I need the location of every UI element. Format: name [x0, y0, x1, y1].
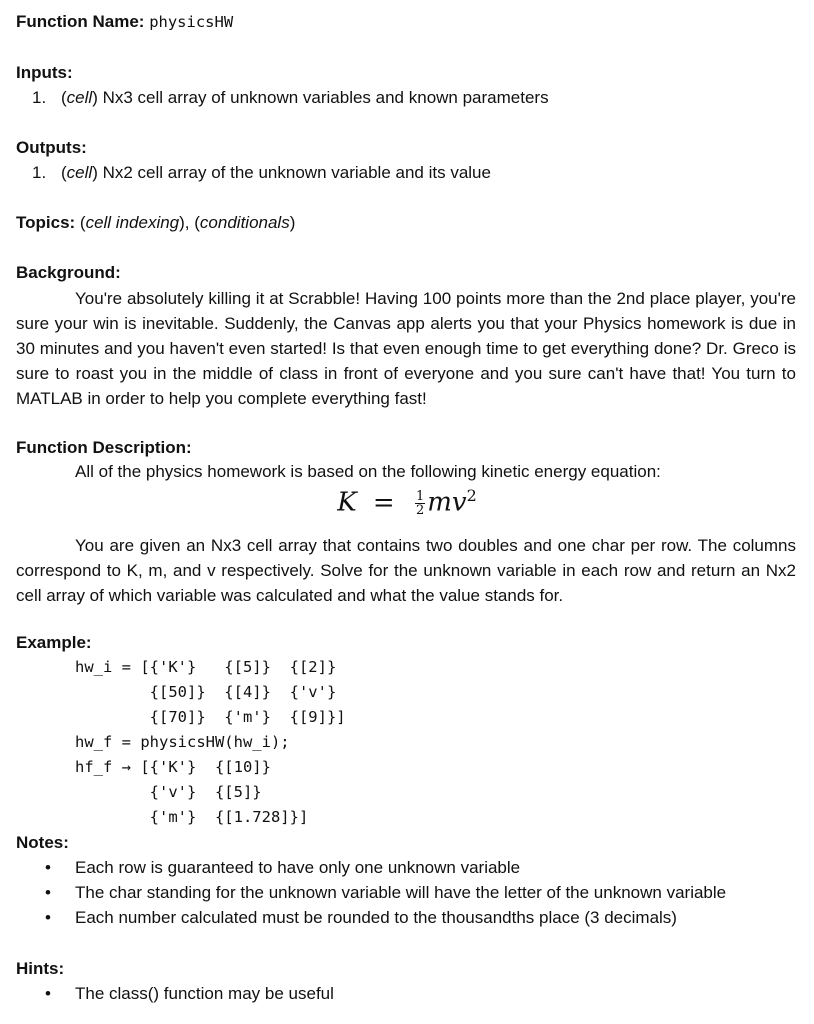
example-code-line: hf_f → [{'K'} {[10]} — [75, 758, 271, 776]
example-code-line: {'m'} {[1.728]}] — [75, 808, 309, 826]
outputs-heading: Outputs: — [16, 138, 87, 157]
inputs-item-number: 1. — [32, 88, 47, 107]
kinetic-energy-equation — [0, 486, 814, 518]
background-paragraph — [16, 286, 796, 411]
equation-equals: = — [372, 487, 395, 518]
function-name-value: physicsHW — [149, 13, 234, 31]
example-code-line: hw_f = physicsHW(hw_i); — [75, 733, 290, 751]
function-name-label: Function Name: — [16, 12, 145, 31]
outputs-item-number: 1. — [32, 163, 47, 182]
background-text: You're absolutely killing it at Scrabble! Having 100 points more than the 2nd place player, you're sure your win is inevitable. Suddenly, the Canvas app alerts you that your Physics homework is due in 30 minutes and you haven't even started! Is that even enough time to get everything done? Dr. Greco is sure to roast you in the middle of class in front of everyone and you sure can't have that! You turn to MATLAB in order to help you complete everything fast! — [16, 289, 796, 408]
bullet-icon: • — [45, 858, 51, 877]
notes-item: Each number calculated must be rounded to the thousandths place (3 decimals) — [75, 908, 677, 927]
hints-heading: Hints: — [16, 959, 65, 978]
example-code-line: {'v'} {[5]} — [75, 783, 262, 801]
inputs-item-text: Nx3 cell array of unknown variables and known parameters — [102, 88, 549, 107]
function-description-paragraph — [16, 533, 796, 608]
notes-item: Each row is guaranteed to have only one unknown variable — [75, 858, 521, 877]
inputs-item: (cell) Nx3 cell array of unknown variables and known parameters — [61, 88, 549, 107]
hints-item: The class() function may be useful — [75, 984, 334, 1003]
bullet-icon: • — [45, 984, 51, 1003]
outputs-item-text: Nx2 cell array of the unknown variable and its value — [102, 163, 491, 182]
equation-fraction-denominator: 2 — [415, 503, 425, 519]
inputs-heading: Inputs: — [16, 63, 73, 82]
outputs-item: (cell) Nx2 cell array of the unknown variable and its value — [61, 163, 491, 182]
topic-item: cell indexing — [85, 213, 180, 232]
function-description-intro: All of the physics homework is based on the following kinetic energy equation: — [75, 462, 661, 481]
equation-fraction-numerator: 1 — [415, 489, 425, 505]
equation-exponent: 2 — [466, 486, 477, 505]
inputs-item-type: cell — [66, 88, 93, 107]
topic-item: conditionals — [199, 213, 290, 232]
example-code-line: hw_i = [{'K'} {[5]} {[2]} — [75, 658, 337, 676]
background-heading: Background: — [16, 263, 121, 282]
function-name-line — [16, 12, 798, 32]
example-heading: Example: — [16, 633, 92, 652]
example-code-line: {[50]} {[4]} {'v'} — [75, 683, 337, 701]
function-description-text: You are given an Nx3 cell array that contains two doubles and one char per row. The columns correspond to K, m, and v respectively. Solve for the unknown variable in each row and return an Nx2 cell array of which variable was calculated and what the value stands for. — [16, 536, 796, 605]
topics-label: Topics: — [16, 213, 76, 232]
equation-rhs: mv — [427, 487, 467, 518]
example-code-line: {[70]} {'m'} {[9]}] — [75, 708, 346, 726]
function-description-heading: Function Description: — [16, 438, 192, 457]
outputs-item-type: cell — [66, 163, 93, 182]
notes-item: The char standing for the unknown variable will have the letter of the unknown variable — [75, 883, 727, 902]
notes-heading: Notes: — [16, 833, 69, 852]
bullet-icon: • — [45, 883, 51, 902]
equation-fraction — [415, 490, 425, 517]
bullet-icon: • — [45, 908, 51, 927]
equation-lhs: K — [337, 487, 357, 518]
topics-line: Topics: (cell indexing), (conditionals) — [16, 213, 296, 232]
